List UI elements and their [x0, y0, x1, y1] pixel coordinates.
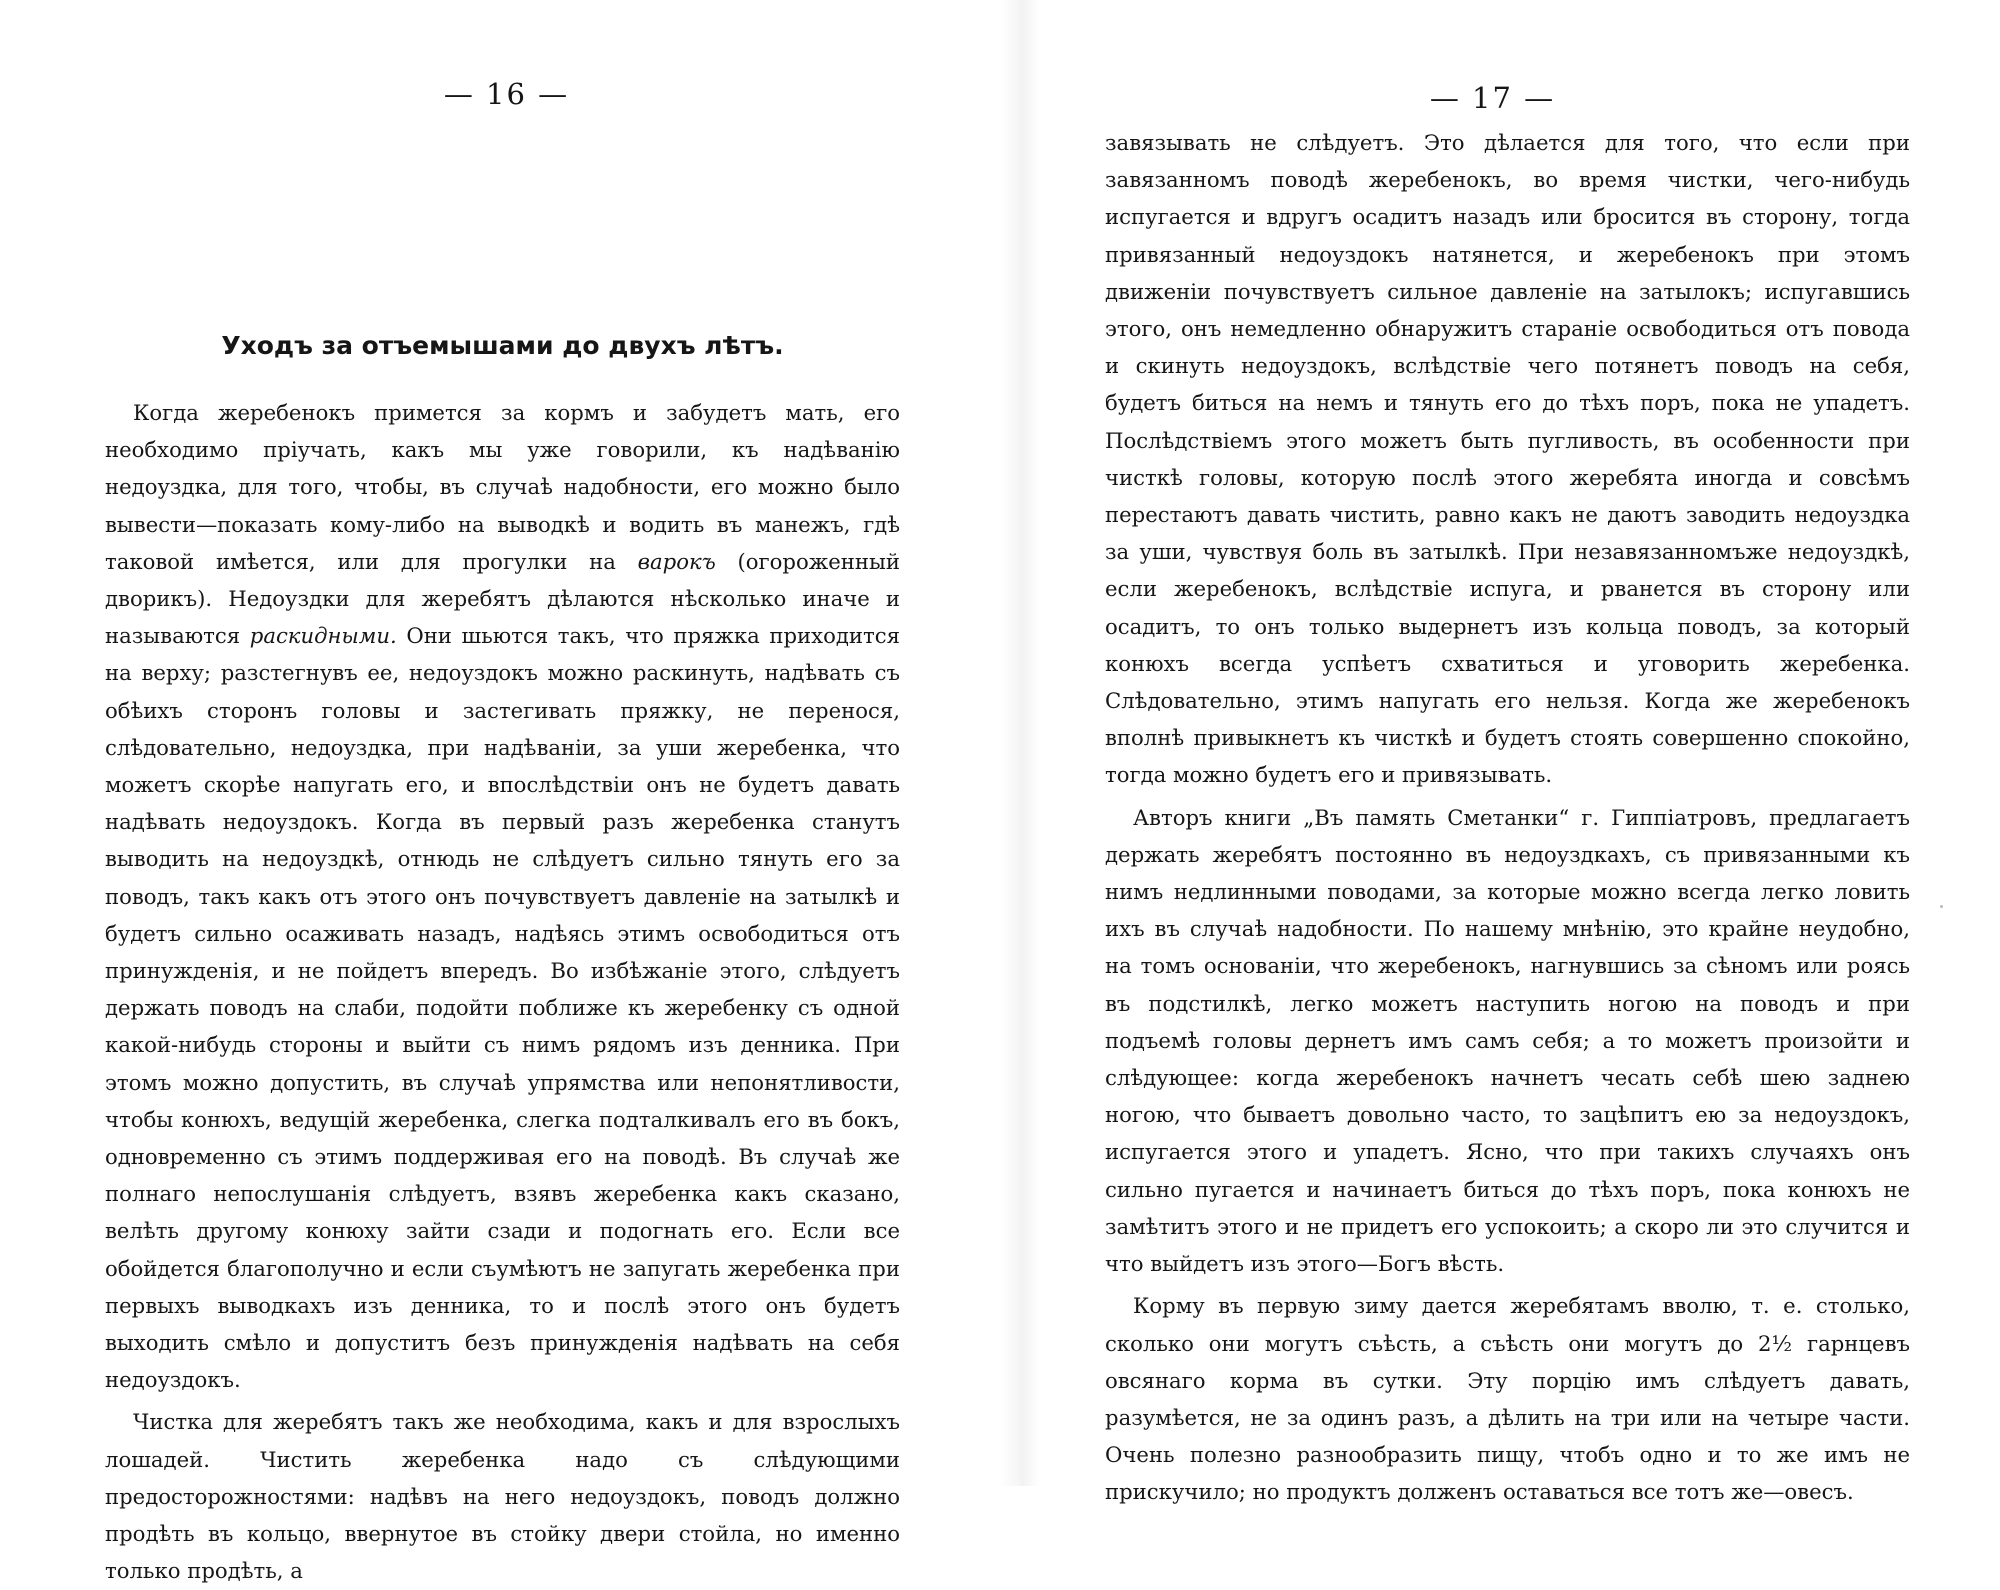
left-page-body: [105, 394, 900, 1590]
paragraph-text: (огороженный дворикъ). Недоуздки для жеребятъ дѣлаются нѣсколько иначе и называются: [105, 548, 900, 649]
book-gutter: [1000, 0, 1040, 1486]
right-page: [1040, 0, 2000, 1505]
italic-term-raskidnye: раскидными.: [249, 623, 397, 649]
paragraph-foal-halter: [105, 394, 900, 1398]
paragraph-grooming: Чистка для жеребятъ такъ же необходима, какъ и для взрослыхъ лошадей. Чистить жеребенка надо съ слѣдующими предосторожностями: надѣвъ на него недоуздокъ, поводъ должно продѣть въ кольцо, ввернутое въ стойку двери стойла, но именно только продѣть, а: [105, 1409, 900, 1584]
page-number-left: — 16 —: [443, 77, 570, 111]
paragraph-text: Когда жеребенокъ примется за кормъ и забудетъ мать, его необходимо пріучать, какъ мы уже говорили, къ надѣванію недоуздка, для того, чтобы, въ случаѣ надобности, его можно было вывести—показать кому-либо на выводкѣ и водить въ манежъ, гдѣ таковой имѣется, или для прогулки на: [105, 400, 900, 574]
scan-speck: [1940, 905, 1943, 908]
right-page-body: [1105, 118, 1910, 1511]
page-number-right: — 17 —: [1429, 81, 1556, 115]
paragraph-text: Они шьются такъ, что пряжка приходится на верху; разстегнувъ ее, недоуздокъ можно раскинуть, надѣвать съ обѣихъ сторонъ головы и застегивать пряжку, не перенося, слѣдовательно, недоуздка, при надѣваніи, за уши жеребенка, что можетъ скорѣе напугать его, и впослѣдствіи онъ не будетъ давать надѣвать недоуздокъ. Когда въ первый разъ жеребенка станутъ выводить на недоуздкѣ, отнюдь не слѣдуетъ сильно тянуть его за поводъ, такъ какъ отъ этого онъ почувствуетъ давленіе на затылкѣ и будетъ сильно осаживать назадъ, надѣясь этимъ освободиться отъ принужденія, и не пойдетъ впередъ. Во избѣжаніе этого, слѣдуетъ держать поводъ на слаби, подойти поближе къ жеребенку съ одной какой-нибудь стороны и выйти съ нимъ рядомъ изъ денника. При этомъ можно допустить, въ случаѣ упрямства или непонятливости, чтобы конюхъ, ведущій жеребенка, слегка подталкивалъ его въ бокъ, одновременно съ этимъ поддерживая его на поводѣ. Въ случаѣ же полнаго непослушанія слѣдуетъ, взявъ жеребенка какъ сказано, велѣть другому конюху зайти сзади и подогнать его. Если все обойдется благополучно и если съумѣютъ не запугать жеребенка при первыхъ выводкахъ изъ денника, то и послѣ этого онъ будетъ выходить смѣло и допуститъ безъ принужденія надѣвать на себя недоуздокъ.: [105, 623, 900, 1393]
left-page: [0, 0, 1000, 1584]
paragraph-feeding: Корму въ первую зиму дается жеребятамъ вволю, т. е. столько, сколько они могутъ съѣсть, а съѣсть они могутъ до 2½ гарнцевъ овсянаго корма въ сутки. Эту порцію имъ слѣдуетъ давать, разумѣется, не за одинъ разъ, а дѣлить на три или на четыре части. Очень полезно разнообразить пищу, чтобъ одно и то же имъ не прискучило; но продуктъ долженъ оставаться все тотъ же—овесъ.: [1105, 1293, 1910, 1505]
section-heading: Уходъ за отъемышами до двухъ лѣтъ.: [221, 331, 784, 360]
paragraph-tying-continued: завязывать не слѣдуетъ. Это дѣлается для того, что если при завязанномъ поводѣ жеребенокъ, во время чистки, чего-нибудь испугается и вдругъ осадитъ назадъ или бросится въ сторону, тогда привязанный недоуздокъ натянется, и жеребенокъ при этомъ движеніи почувствуетъ сильное давленіе на затылокъ; испугавшись этого, онъ немедленно обнаружитъ стараніе освободиться отъ повода и скинуть недоуздокъ, вслѣдствіе чего потянетъ поводъ на себя, будетъ биться на немъ и тянуть его до тѣхъ поръ, пока не упадетъ. Послѣдствіемъ этого можетъ быть пугливость, въ особенности при чисткѣ головы, которую послѣ этого жеребята иногда и совсѣмъ перестаютъ давать чистить, равно какъ не даютъ заводить недоуздка за уши, чувствуя боль въ затылкѣ. При незавязанномъже недоуздкѣ, если жеребенокъ, вслѣдствіе испуга, и рванется въ сторону или осадитъ, то онъ только выдернетъ изъ кольца поводъ, за который конюхъ всегда успѣетъ схватиться и уговорить жеребенка. Слѣдовательно, этимъ напугать его нельзя. Когда же жеребенокъ вполнѣ привыкнетъ къ чисткѣ и будетъ стоять совершенно спокойно, тогда можно будетъ его и привязывать.: [1105, 130, 1910, 788]
italic-term-varok: варокъ: [637, 548, 716, 574]
paragraph-author-opinion: Авторъ книги „Въ память Сметанки“ г. Гиппіатровъ, предлагаетъ держать жеребятъ постоянно въ недоуздкахъ, съ привязанными къ нимъ недлинными поводами, за которые можно всегда легко ловить ихъ въ случаѣ надобности. По нашему мнѣнію, это крайне неудобно, на томъ основаніи, что жеребенокъ, нагнувшись за сѣномъ или роясь въ подстилкѣ, легко можетъ наступить ногою на поводъ и при подъемѣ головы дернетъ имъ самъ себя; а то можетъ произойти и слѣдующее: когда жеребенокъ начнетъ чесать себѣ шею заднею ногою, что бываетъ довольно часто, то зацѣпитъ ею за недоуздокъ, испугается этого и упадетъ. Ясно, что при такихъ случаяхъ онъ сильно пугается и начинаетъ биться до тѣхъ поръ, пока конюхъ не замѣтитъ этого и не придетъ его успокоить; а скоро ли это случится и что выйдетъ изъ этого—Богъ вѣсть.: [1105, 804, 1910, 1277]
